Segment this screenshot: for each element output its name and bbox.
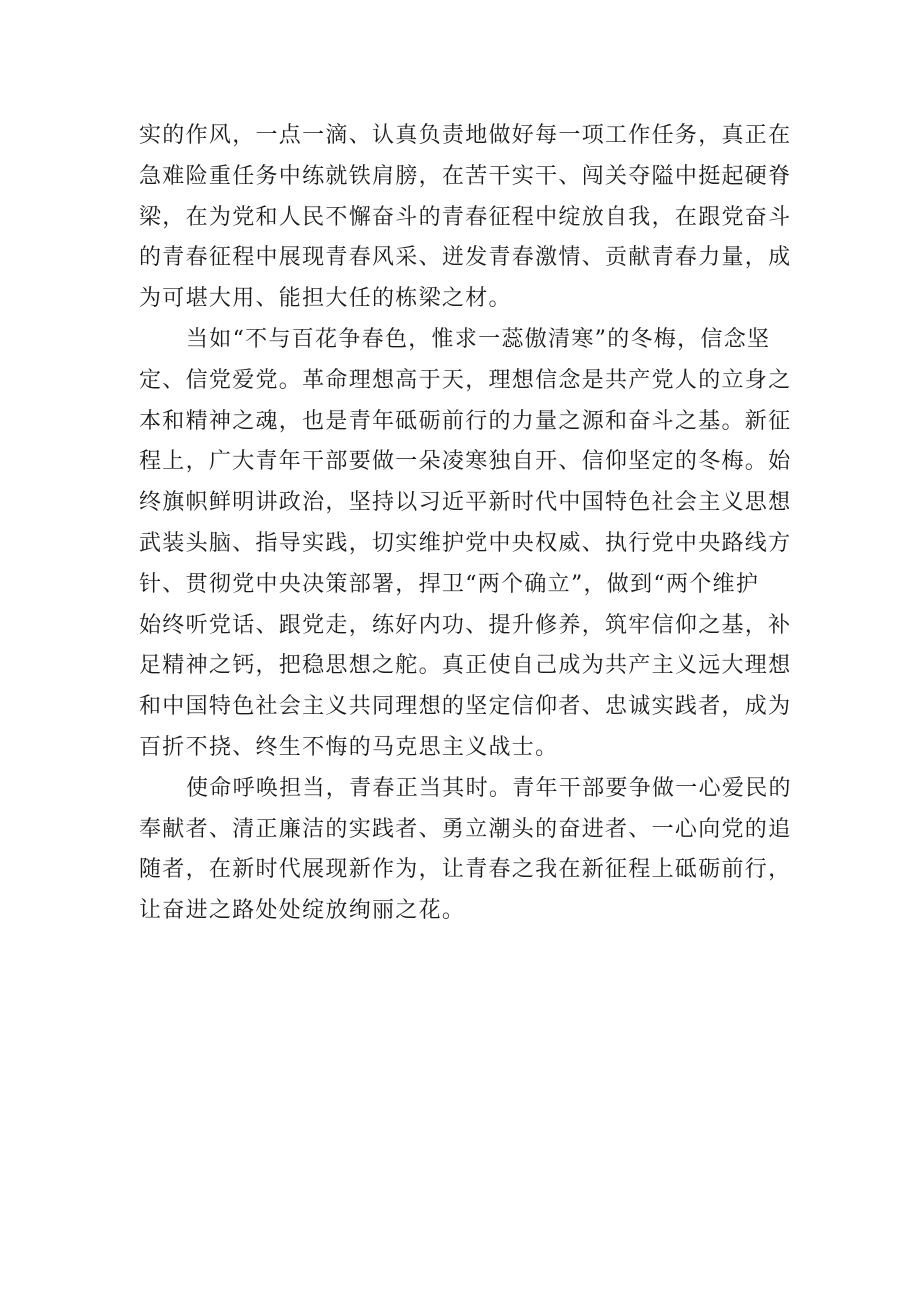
text-line: 让奋进之路处处绽放绚丽之花。 (139, 898, 466, 924)
text-line: 武装头脑、指导实践，切实维护党中央权威、执行党中央路线方 (139, 530, 792, 556)
text-line: 足精神之钙，把稳思想之舵。真正使自己成为共产主义远大理想 (139, 653, 792, 679)
text-line: 随者，在新时代展现新作为，让青春之我在新征程上砥砺前行， (139, 857, 792, 883)
paragraph-1 (139, 116, 792, 320)
text-line: 程上，广大青年干部要做一朵凌寒独自开、信仰坚定的冬梅。始 (139, 449, 792, 475)
text-line: 定、信党爱党。革命理想高于天，理想信念是共产党人的立身之 (139, 367, 792, 393)
text-line: 急难险重任务中练就铁肩膀，在苦干实干、闯关夺隘中挺起硬脊 (139, 163, 792, 189)
document-body (139, 116, 792, 932)
text-line: 使命呼唤担当，青春正当其时。青年干部要争做一心爱民的 (186, 775, 792, 801)
text-line: 百折不挠、终生不悔的马克思主义战士。 (139, 734, 559, 760)
text-line: 梁，在为党和人民不懈奋斗的青春征程中绽放自我，在跟党奋斗 (139, 204, 792, 230)
text-line: 和中国特色社会主义共同理想的坚定信仰者、忠诚实践者，成为 (139, 694, 792, 720)
text-line: 实的作风，一点一滴、认真负责地做好每一项工作任务，真正在 (139, 123, 792, 148)
text-line: 始终听党话、跟党走，练好内功、提升修养，筑牢信仰之基，补 (139, 612, 792, 638)
text-line: 本和精神之魂，也是青年砥砺前行的力量之源和奋斗之基。新征 (139, 408, 792, 434)
text-line: 的青春征程中展现青春风采、迸发青春激情、贡献青春力量，成 (139, 245, 792, 271)
paragraph-3 (139, 769, 792, 932)
text-line: 为可堪大用、能担大任的栋梁之材。 (139, 286, 512, 312)
text-line: 奉献者、清正廉洁的实践者、勇立潮头的奋进者、一心向党的追 (139, 816, 792, 842)
text-line: 针、贯彻党中央决策部署，捍卫“两个确立”，做到“两个维护 (139, 571, 760, 597)
paragraph-2 (139, 320, 792, 769)
text-line: 终旗帜鲜明讲政治，坚持以习近平新时代中国特色社会主义思想 (139, 490, 792, 516)
text-line: 当如“不与百花争春色，惟求一蕊傲清寒”的冬梅，信念坚 (186, 326, 771, 352)
